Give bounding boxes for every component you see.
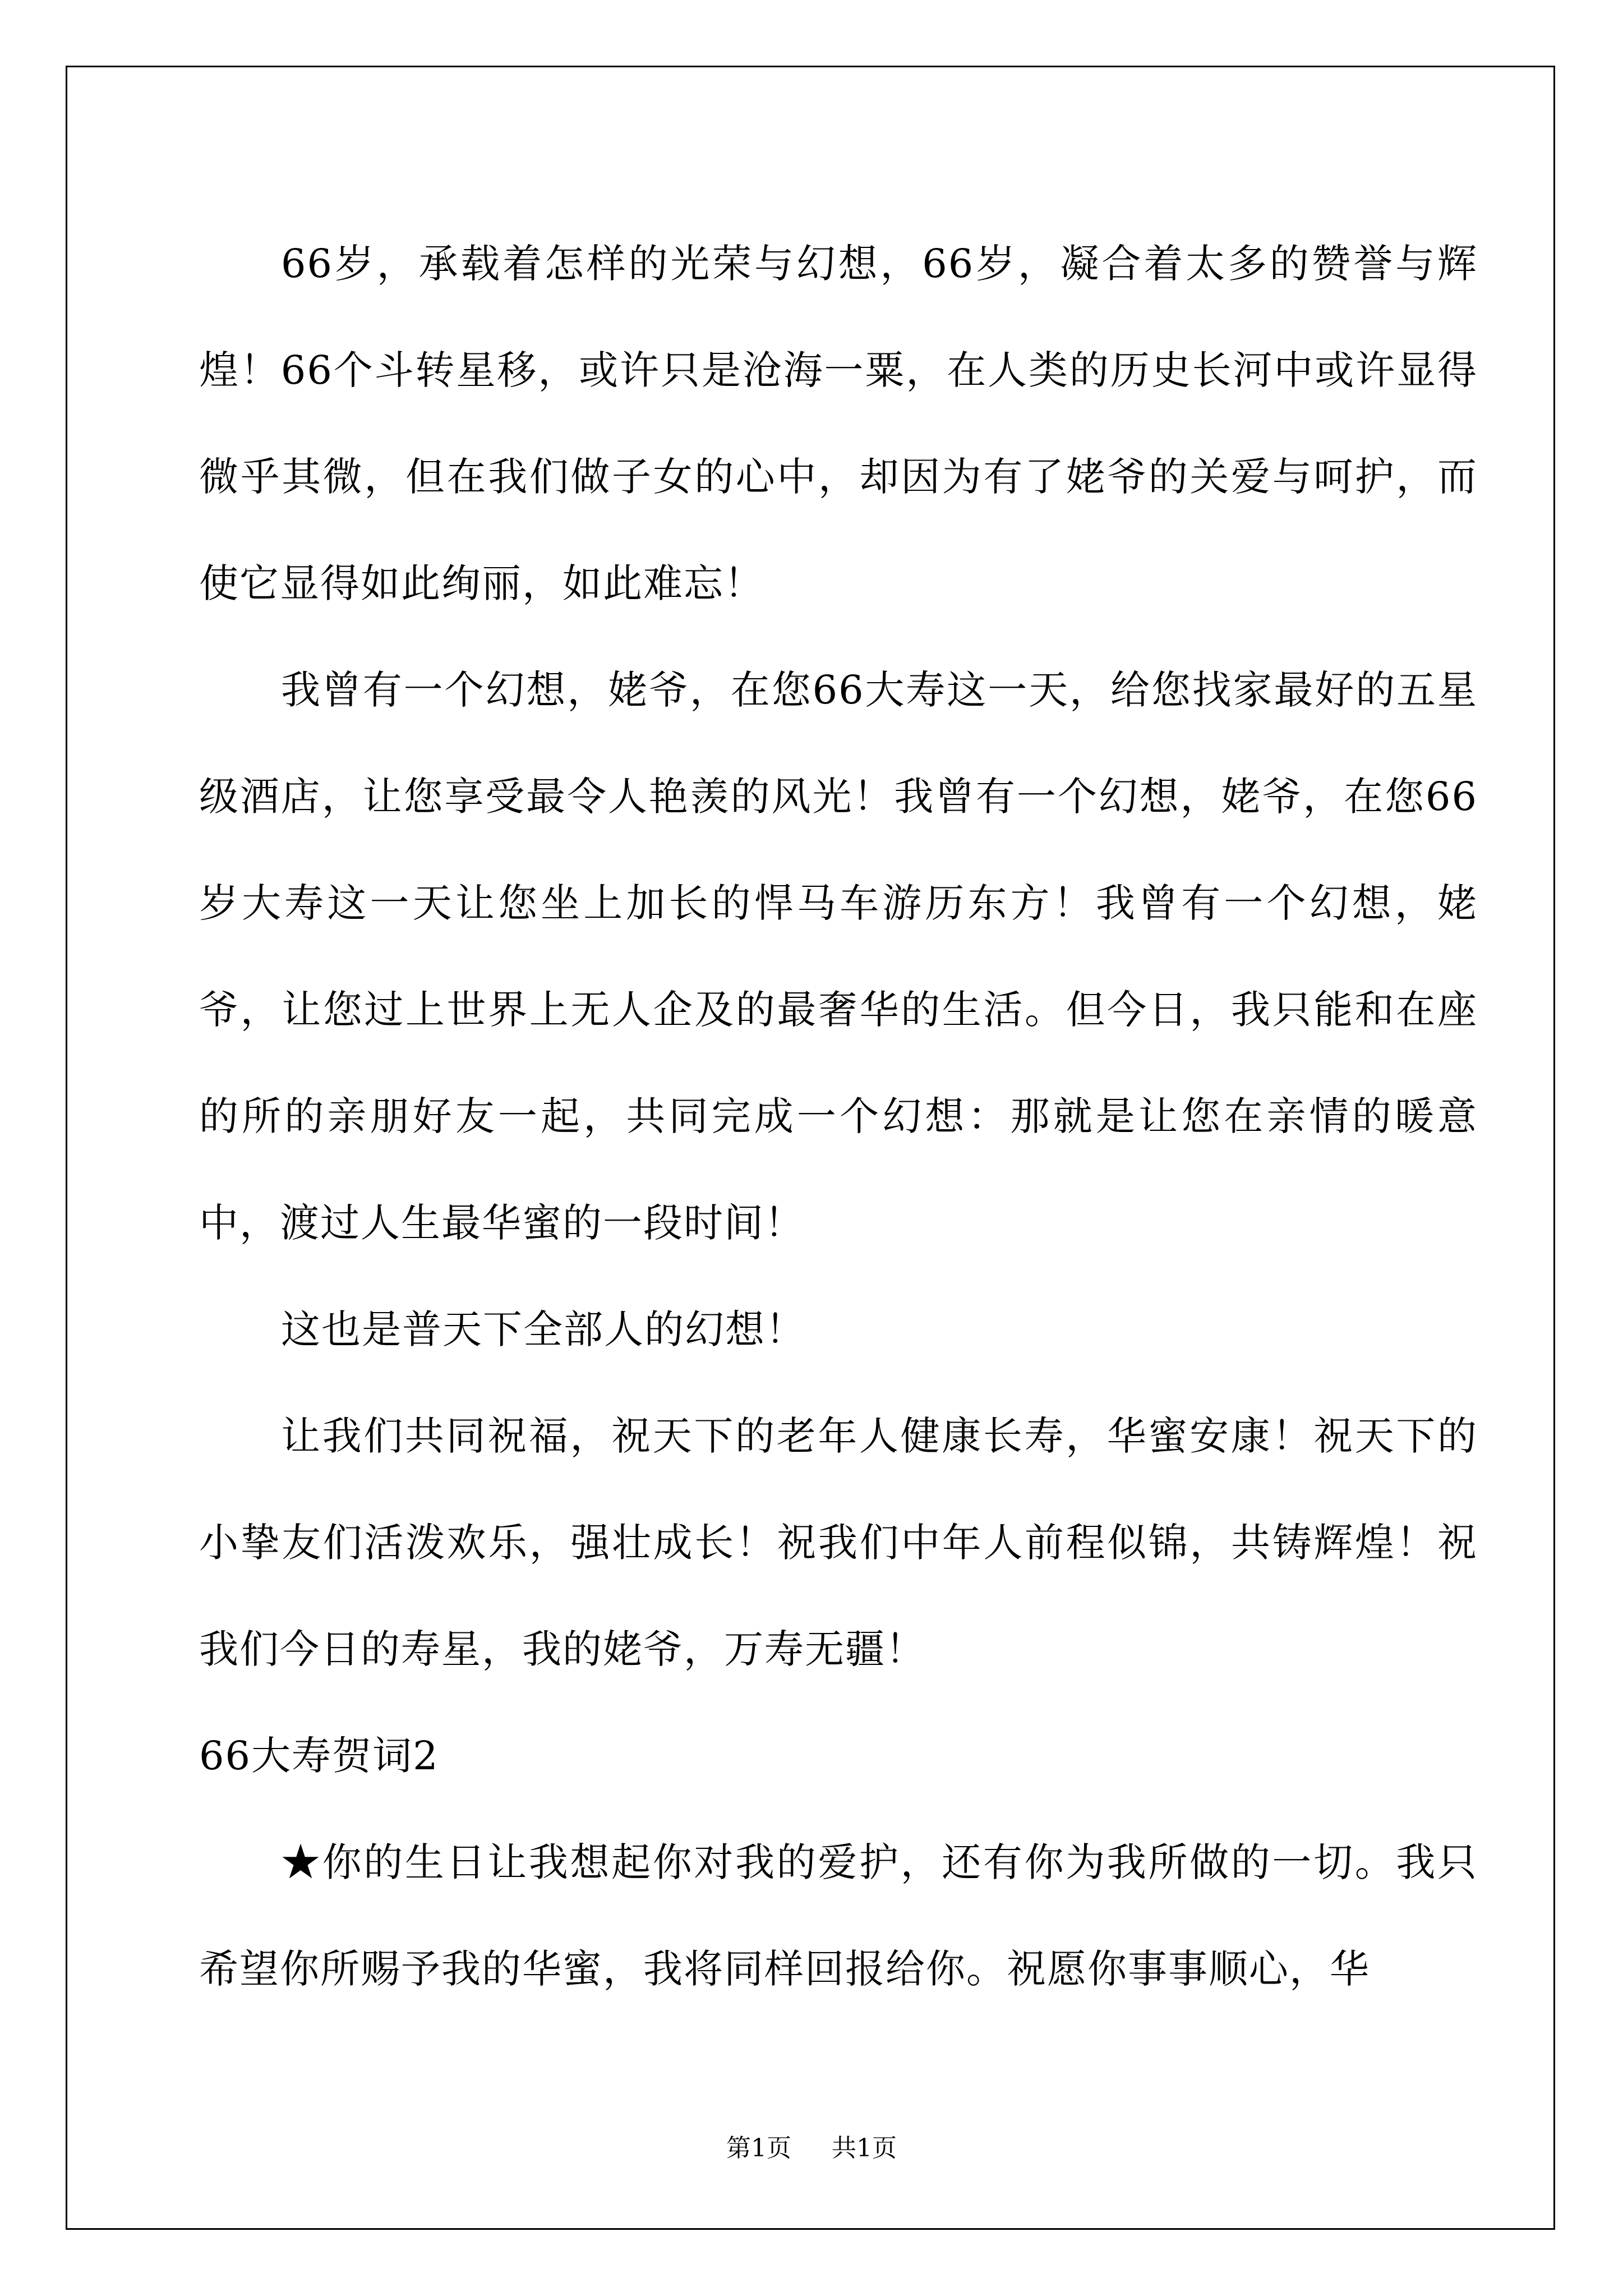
- page-number: 第1页: [726, 2134, 791, 2162]
- section-heading: 66大寿贺词2: [199, 1733, 439, 1779]
- paragraph-2: 我曾有一个幻想，姥爷，在您66大寿这一天，给您找家最好的五星级酒店，让您享受最令人艳羡的风光！我曾有一个幻想，姥爷，在您66岁大寿这一天让您坐上加长的悍马车游历东方！我曾有一个幻想，姥爷，让您过上世界上无人企及的最奢华的生活。但今日，我只能和在座的所的亲朋好友一起，共同完成一个幻想：那就是让您在亲情的暖意中，渡过人生最华蜜的一段时间！: [199, 667, 1478, 1246]
- paragraph-3: 这也是普天下全部人的幻想！: [281, 1306, 806, 1352]
- paragraph-1: 66岁，承载着怎样的光荣与幻想，66岁，凝合着太多的赞誉与辉煌！66个斗转星移，或许只是沧海一粟，在人类的历史长河中或许显得微乎其微，但在我们做子女的心中，却因为有了姥爷的关爱与呵护，而使它显得如此绚丽，如此难忘！: [199, 241, 1478, 606]
- paragraph-4: 让我们共同祝福，祝天下的老年人健康长寿，华蜜安康！祝天下的小挚友们活泼欢乐，强壮成长！祝我们中年人前程似锦，共铸辉煌！祝我们今日的寿星，我的姥爷，万寿无疆！: [199, 1413, 1478, 1672]
- page-total: 共1页: [832, 2134, 897, 2162]
- document-body: [199, 210, 1478, 2022]
- page-footer: [0, 2132, 1623, 2165]
- section-paragraph-1: ★你的生日让我想起你对我的爱护，还有你为我所做的一切。我只希望你所赐予我的华蜜，我将同样回报给你。祝愿你事事顺心，华: [199, 1839, 1478, 1992]
